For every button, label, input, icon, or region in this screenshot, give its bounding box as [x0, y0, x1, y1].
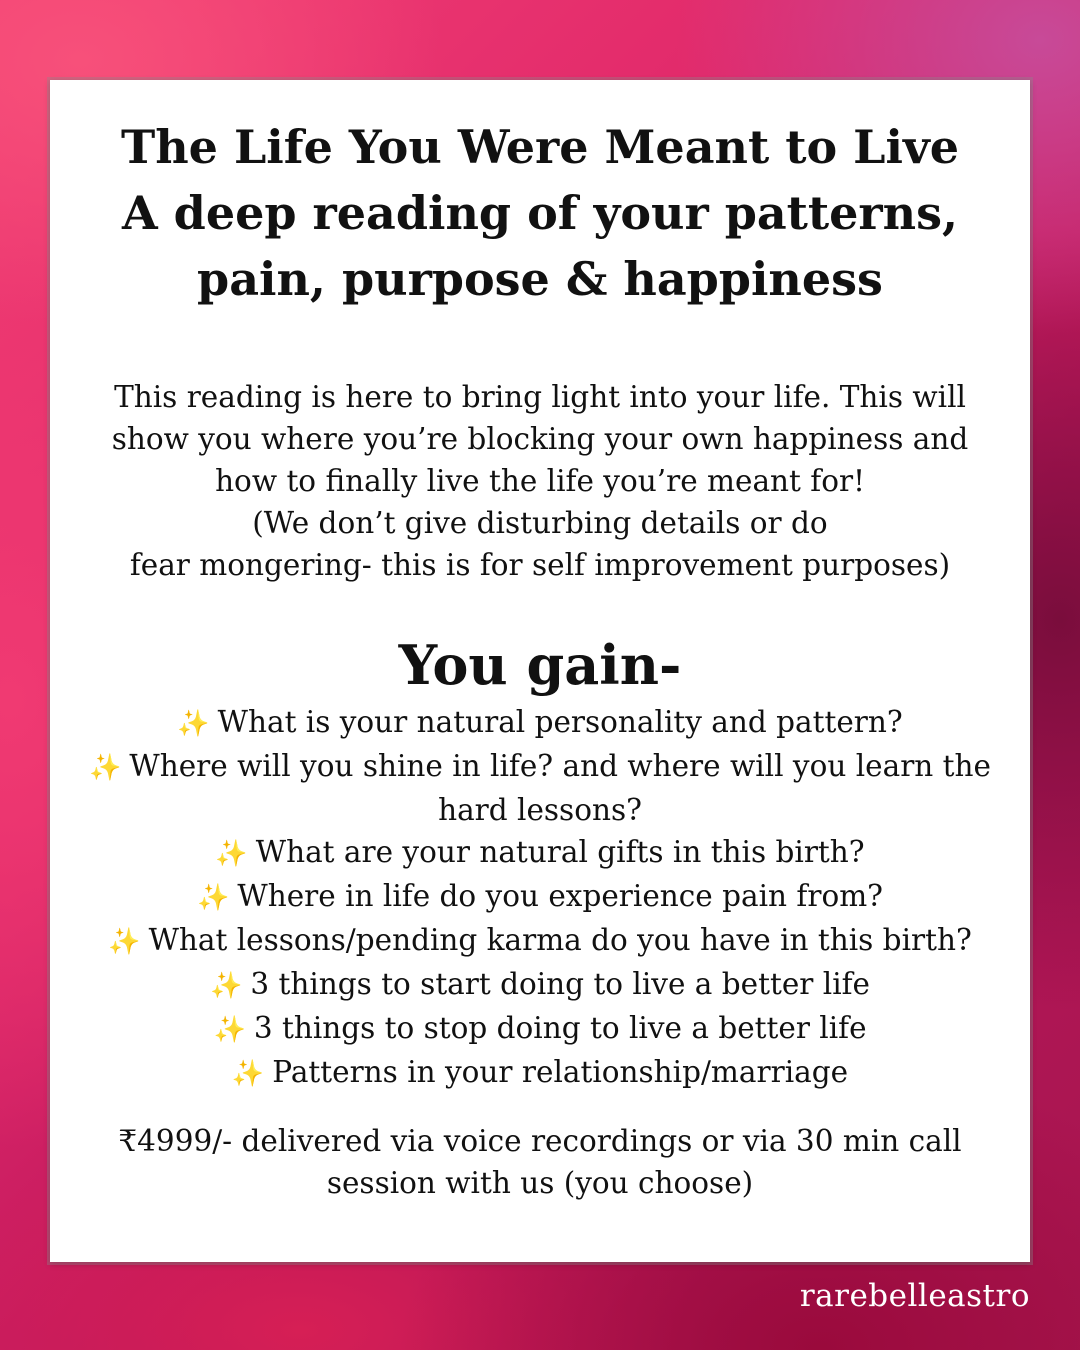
intro-line-2: show you where you’re blocking your own happiness and: [111, 422, 969, 456]
list-item: [80, 919, 1000, 963]
list-item-text: What lessons/pending karma do you have in this birth?: [148, 923, 972, 957]
gain-list: [80, 701, 1000, 1095]
intro-paragraph: [80, 376, 1000, 586]
title-line-1: The Life You Were Meant to Live: [121, 120, 959, 174]
price-line-2: session with us (you choose): [326, 1166, 754, 1200]
list-item: [80, 831, 1000, 875]
offer-card: [50, 80, 1030, 1262]
title-line-2: A deep reading of your patterns,: [121, 186, 959, 240]
intro-line-5: fear mongering- this is for self improvement purposes): [129, 548, 951, 582]
list-item-text: Patterns in your relationship/marriage: [272, 1055, 849, 1089]
list-item: [80, 1051, 1000, 1095]
sparkles-icon: ✨: [89, 753, 122, 783]
sparkles-icon: ✨: [213, 1015, 246, 1045]
sparkles-icon: ✨: [215, 839, 248, 869]
list-item-text: Where in life do you experience pain from?: [237, 879, 883, 913]
list-item-text: What are your natural gifts in this birth?: [255, 835, 865, 869]
sparkles-icon: ✨: [177, 709, 210, 739]
list-item-text: 3 things to start doing to live a better life: [250, 967, 871, 1001]
title-line-3: pain, purpose & happiness: [197, 252, 883, 306]
page-title: [50, 114, 1030, 312]
list-item: [80, 875, 1000, 919]
sparkles-icon: ✨: [209, 971, 243, 1001]
sparkles-icon: ✨: [108, 927, 141, 957]
list-item: [80, 963, 1000, 1007]
intro-line-1: This reading is here to bring light into your life. This will: [114, 380, 966, 414]
brand-handle: rarebelleastro: [799, 1278, 1030, 1314]
intro-line-3: how to finally live the life you’re meant for!: [215, 464, 865, 498]
price-text: [80, 1120, 1000, 1204]
list-item: [80, 1007, 1000, 1051]
intro-line-4: (We don’t give disturbing details or do: [252, 506, 828, 540]
list-item: [80, 701, 1000, 745]
sparkles-icon: ✨: [197, 883, 230, 913]
gain-heading: You gain-: [398, 633, 682, 697]
list-item-text: Where will you shine in life? and where will you learn the hard lessons?: [129, 749, 991, 827]
sparkles-icon: ✨: [231, 1059, 265, 1089]
list-item: [80, 745, 1000, 831]
list-item-text: What is your natural personality and pattern?: [217, 705, 903, 739]
price-line-1: ₹4999/- delivered via voice recordings or via 30 min call: [118, 1124, 962, 1158]
list-item-text: 3 things to stop doing to live a better life: [253, 1011, 867, 1045]
